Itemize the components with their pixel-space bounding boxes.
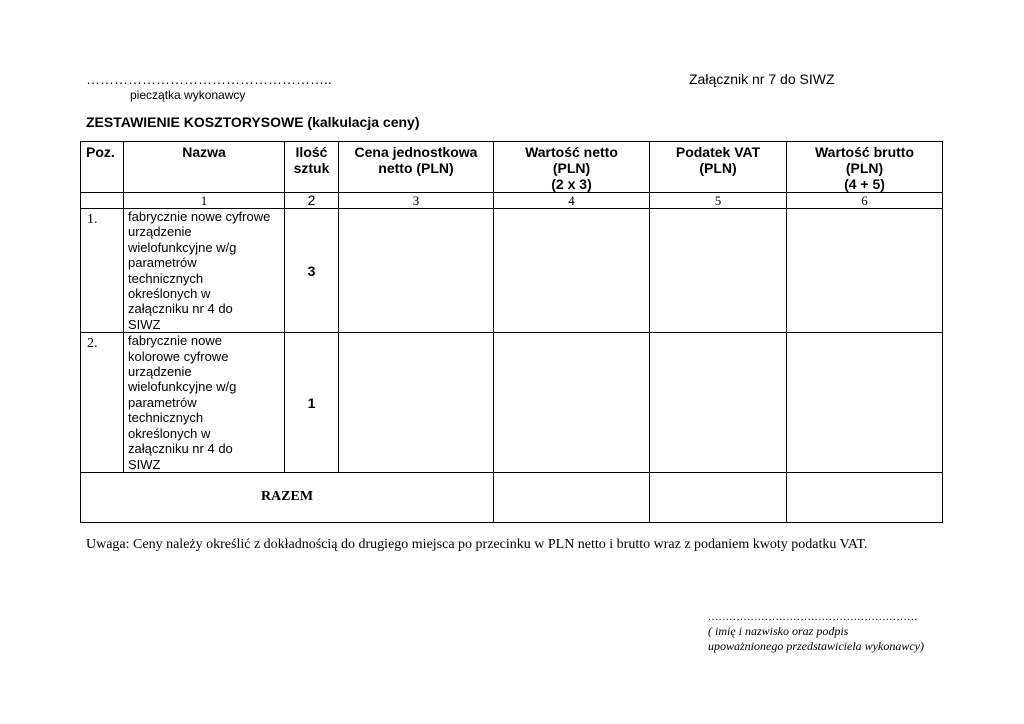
header-gross-line1: Wartość brutto: [814, 144, 915, 160]
row-unit-price-field[interactable]: [339, 209, 494, 333]
header-qty-line2: sztuk: [293, 160, 330, 176]
header-vat-line2: (PLN): [699, 160, 737, 176]
table-header-row: [81, 142, 943, 193]
row-net-value-field[interactable]: [494, 209, 650, 333]
row-gross-value-field[interactable]: [787, 333, 943, 473]
header-vat: [650, 142, 787, 193]
column-number: 4: [494, 193, 650, 209]
row-qty: 1: [285, 333, 339, 473]
header-unit-price: [339, 142, 494, 193]
header-net-value: [494, 142, 650, 193]
cost-estimate-table: [80, 141, 943, 523]
annex-label: Załącznik nr 7 do SIWZ: [689, 71, 835, 87]
row-name: fabrycznie nowe kolorowe cyfrowe urządzenie wielofunkcyjne w/g parametrów technicznych określonych w załączniku nr 4 do SIWZ: [124, 333, 285, 473]
table-row: [81, 209, 943, 333]
row-name: fabrycznie nowe cyfrowe urządzenie wielofunkcyjne w/g parametrów technicznych określonych w załączniku nr 4 do SIWZ: [124, 209, 285, 333]
total-net-value-field[interactable]: [494, 472, 650, 522]
row-unit-price-field[interactable]: [339, 333, 494, 473]
price-note: Uwaga: Ceny należy określić z dokładnością do drugiego miejsca po przecinku w PLN netto i brutto wraz z podaniem kwoty podatku VAT.: [86, 537, 868, 552]
header-unit-line2: netto (PLN): [378, 160, 454, 176]
row-vat-field[interactable]: [650, 209, 787, 333]
total-label: RAZEM: [81, 472, 494, 522]
row-pos: 1.: [81, 209, 124, 333]
signature-caption-line1: ( imię i nazwisko oraz podpis: [708, 624, 849, 638]
header-pos: Poz.: [81, 142, 124, 193]
document-title: ZESTAWIENIE KOSZTORYSOWE (kalkulacja ceny): [86, 114, 420, 130]
header-qty-line1: Ilość: [295, 144, 328, 160]
table-row: [81, 333, 943, 473]
header-qty: [285, 142, 339, 193]
header-net-line3: (2 x 3): [551, 176, 592, 192]
column-number-row: [81, 193, 943, 209]
column-number: 5: [650, 193, 787, 209]
column-number: 3: [339, 193, 494, 209]
total-row: [81, 472, 943, 522]
row-gross-value-field[interactable]: [787, 209, 943, 333]
header-gross-value: [787, 142, 943, 193]
header-net-line1: Wartość netto: [525, 144, 618, 160]
stamp-placeholder-dots: ……………………………………………..: [86, 71, 332, 87]
row-net-value-field[interactable]: [494, 333, 650, 473]
row-vat-field[interactable]: [650, 333, 787, 473]
row-qty: 3: [285, 209, 339, 333]
header-net-line2: (PLN): [552, 160, 591, 176]
stamp-label: pieczątka wykonawcy: [130, 88, 246, 102]
total-gross-value-field[interactable]: [787, 472, 943, 522]
signature-dots: ...........................................................: [708, 611, 918, 623]
header-gross-line2: (PLN): [845, 160, 884, 176]
signature-caption-line2: upoważnionego przedstawiciela wykonawcy): [708, 639, 924, 653]
header-name: Nazwa: [124, 142, 285, 193]
column-number: 6: [787, 193, 943, 209]
total-vat-field[interactable]: [650, 472, 787, 522]
row-pos: 2.: [81, 333, 124, 473]
header-vat-line1: Podatek VAT: [675, 144, 761, 160]
header-gross-line3: (4 + 5): [844, 176, 885, 192]
column-number-blank: [81, 193, 124, 209]
column-number: 2: [285, 193, 339, 209]
column-number: 1: [124, 193, 285, 209]
header-unit-line1: Cena jednostkowa: [354, 144, 478, 160]
